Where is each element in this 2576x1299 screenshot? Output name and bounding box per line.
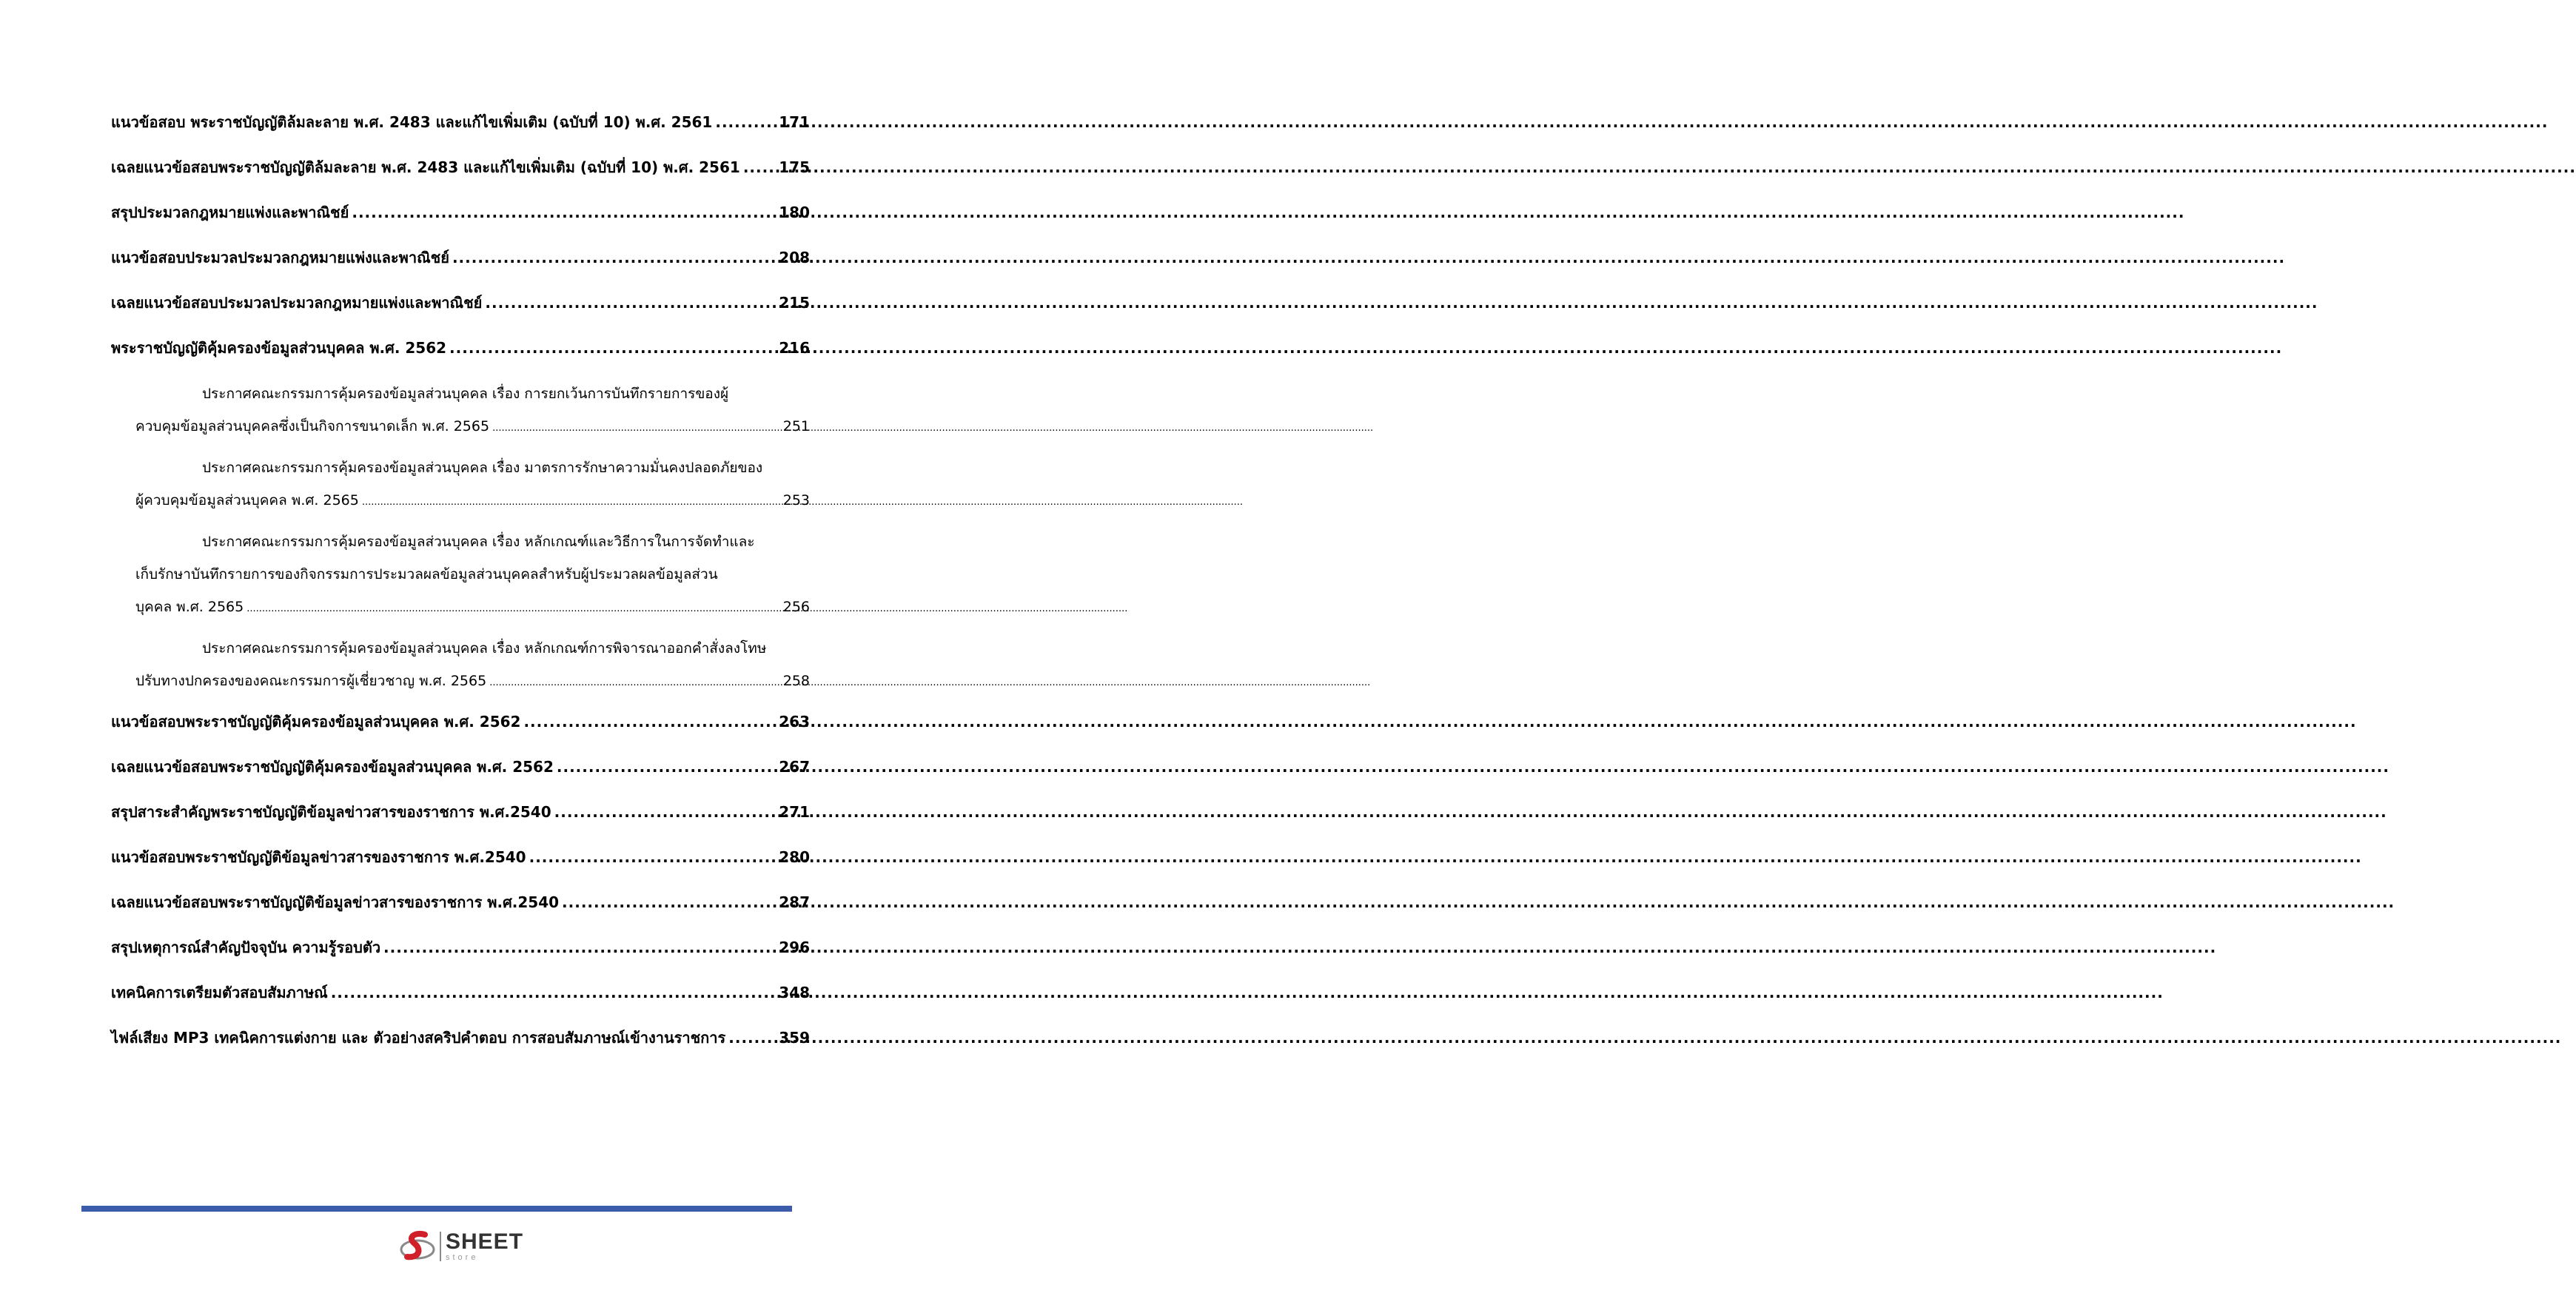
toc-sub-entry-title: ปรับทางปกครองของคณะกรรมการผู้เชี่ยวชาญ พ.ศ. 2565 (135, 673, 487, 689)
toc-entry-title: เฉลยแนวข้อสอบประมวลประมวลกฎหมายแพ่งและพาณิชย์ (111, 294, 483, 312)
toc-sub-entry-line: ประกาศคณะกรรมการคุ้มครองข้อมูลส่วนบุคคล เรื่อง หลักเกณฑ์การพิจารณาออกคำสั่งลงโทษ (202, 640, 767, 657)
toc-sub-entry[interactable] (111, 457, 810, 512)
toc-entry-title: สรุปสาระสำคัญพระราชบัญญัติข้อมูลข่าวสารของราชการ พ.ศ.2540 (111, 803, 551, 821)
toc-page-number: 253 (782, 492, 810, 508)
toc-entry[interactable] (111, 293, 810, 338)
toc-leader-dots (529, 847, 777, 867)
toc-leader-dots (489, 671, 780, 694)
sheet-store-s-logo-icon (398, 1227, 437, 1266)
toc-sub-entry[interactable] (111, 638, 810, 693)
toc-leader-dots (562, 893, 776, 912)
toc-entry-title: แนวข้อสอบพระราชบัญญัติคุ้มครองข้อมูลส่วนบุคคล พ.ศ. 2562 (111, 713, 521, 731)
toc-page-number: 256 (782, 599, 810, 615)
toc-entry[interactable] (111, 983, 810, 1028)
toc-leader-dots (715, 113, 776, 132)
logo-sub-text: store (446, 1253, 479, 1262)
toc-page-number: 175 (779, 158, 810, 176)
toc-leader-dots (492, 416, 780, 439)
toc-sub-entry-title: ควบคุมข้อมูลส่วนบุคคลซึ่งเป็นกิจการขนาดเล็ก พ.ศ. 2565 (135, 418, 490, 434)
toc-page-number: 258 (782, 673, 810, 689)
toc-leader-dots (743, 158, 776, 177)
toc-page-number: 296 (779, 939, 810, 956)
toc-entry-title: สรุปเหตุการณ์สำคัญปัจจุบัน ความรู้รอบตัว (111, 939, 381, 956)
toc-page-number: 271 (779, 803, 810, 821)
toc-entry[interactable] (111, 802, 810, 847)
logo-brand-text: SHEET (446, 1229, 524, 1254)
toc-sub-entry-line: ประกาศคณะกรรมการคุ้มครองข้อมูลส่วนบุคคล เรื่อง การยกเว้นการบันทึกรายการของผู้ (202, 386, 729, 402)
toc-sub-entry-title: บุคคล พ.ศ. 2565 (135, 599, 244, 615)
toc-page-number: 267 (779, 758, 810, 776)
toc-entry[interactable] (111, 938, 810, 983)
toc-entry-title: แนวข้อสอบ พระราชบัญญัติล้มละลาย พ.ศ. 2483 และแก้ไขเพิ่มเติม (ฉบับที่ 10) พ.ศ. 2561 (111, 113, 713, 131)
sheet-store-logo (398, 1226, 531, 1267)
toc-entry-title: เฉลยแนวข้อสอบพระราชบัญญัติคุ้มครองข้อมูลส่วนบุคคล พ.ศ. 2562 (111, 758, 554, 776)
toc-entry[interactable] (111, 113, 810, 158)
toc-sub-entry[interactable] (111, 383, 810, 438)
toc-entry-title: พระราชบัญญัติคุ้มครองข้อมูลส่วนบุคคล พ.ศ. 2562 (111, 339, 447, 357)
toc-sub-entry-title: ผู้ควบคุมข้อมูลส่วนบุคคล พ.ศ. 2565 (135, 492, 359, 508)
toc-entry-title: แนวข้อสอบประมวลประมวลกฎหมายแพ่งและพาณิชย์ (111, 249, 449, 266)
toc-leader-dots (557, 757, 776, 776)
toc-page-number: 208 (779, 249, 810, 266)
toc-sub-entry-line: ประกาศคณะกรรมการคุ้มครองข้อมูลส่วนบุคคล เรื่อง หลักเกณฑ์และวิธีการในการจัดทำและ (202, 534, 755, 550)
toc-leader-dots (728, 1028, 776, 1047)
toc-entry-title: แนวข้อสอบพระราชบัญญัติข้อมูลข่าวสารของราชการ พ.ศ.2540 (111, 848, 526, 866)
toc-entry[interactable] (111, 893, 810, 938)
toc-entry[interactable] (111, 203, 810, 248)
toc-entry[interactable] (111, 338, 810, 383)
toc-leader-dots (331, 983, 777, 1002)
toc-page-number: 263 (779, 713, 810, 731)
toc-entry[interactable] (111, 712, 810, 757)
toc-page-number: 280 (779, 848, 810, 866)
toc-leader-dots (452, 248, 776, 267)
toc-page-number: 171 (779, 113, 810, 131)
table-of-contents (111, 113, 810, 1073)
toc-sub-entry-line: เก็บรักษาบันทึกรายการของกิจกรรมการประมวลผลข้อมูลส่วนบุคคลสำหรับผู้ประมวลผลข้อมูลส่วน (135, 566, 718, 583)
toc-leader-dots (449, 338, 776, 358)
logo-divider (440, 1232, 441, 1261)
footer-divider-bar (81, 1206, 792, 1212)
toc-leader-dots (352, 203, 776, 222)
toc-leader-dots (523, 712, 776, 731)
toc-page-number: 216 (779, 339, 810, 357)
toc-sub-entry[interactable] (111, 531, 810, 619)
toc-page-number: 215 (779, 294, 810, 312)
toc-entry-title: เฉลยแนวข้อสอบพระราชบัญญัติข้อมูลข่าวสารของราชการ พ.ศ.2540 (111, 893, 560, 911)
toc-entry-title: เฉลยแนวข้อสอบพระราชบัญญัติล้มละลาย พ.ศ. 2483 และแก้ไขเพิ่มเติม (ฉบับที่ 10) พ.ศ. 2561 (111, 158, 740, 176)
toc-entry-title: ไฟล์เสียง MP3 เทคนิคการแต่งกาย และ ตัวอย่างสคริปคำตอบ การสอบสัมภาษณ์เข้างานราชการ (111, 1029, 726, 1047)
toc-entry-title: เทคนิคการเตรียมตัวสอบสัมภาษณ์ (111, 984, 328, 1001)
toc-entry[interactable] (111, 1028, 810, 1073)
toc-sub-entry-line: ประกาศคณะกรรมการคุ้มครองข้อมูลส่วนบุคคล เรื่อง มาตรการรักษาความมั่นคงปลอดภัยของ (202, 460, 763, 476)
toc-leader-dots (383, 938, 776, 957)
toc-page-number: 180 (779, 204, 810, 221)
toc-leader-dots (554, 802, 777, 822)
toc-entry[interactable] (111, 248, 810, 293)
toc-leader-dots (246, 597, 780, 620)
toc-page-number: 251 (782, 418, 810, 434)
toc-entry-title: สรุปประมวลกฎหมายแพ่งและพาณิชย์ (111, 204, 349, 221)
toc-page-number: 348 (779, 984, 810, 1001)
toc-leader-dots (485, 293, 776, 312)
toc-entry[interactable] (111, 158, 810, 203)
toc-page-number: 359 (779, 1029, 810, 1047)
toc-entry[interactable] (111, 847, 810, 893)
toc-leader-dots (362, 490, 780, 513)
toc-entry[interactable] (111, 757, 810, 802)
toc-page-number: 287 (779, 893, 810, 911)
